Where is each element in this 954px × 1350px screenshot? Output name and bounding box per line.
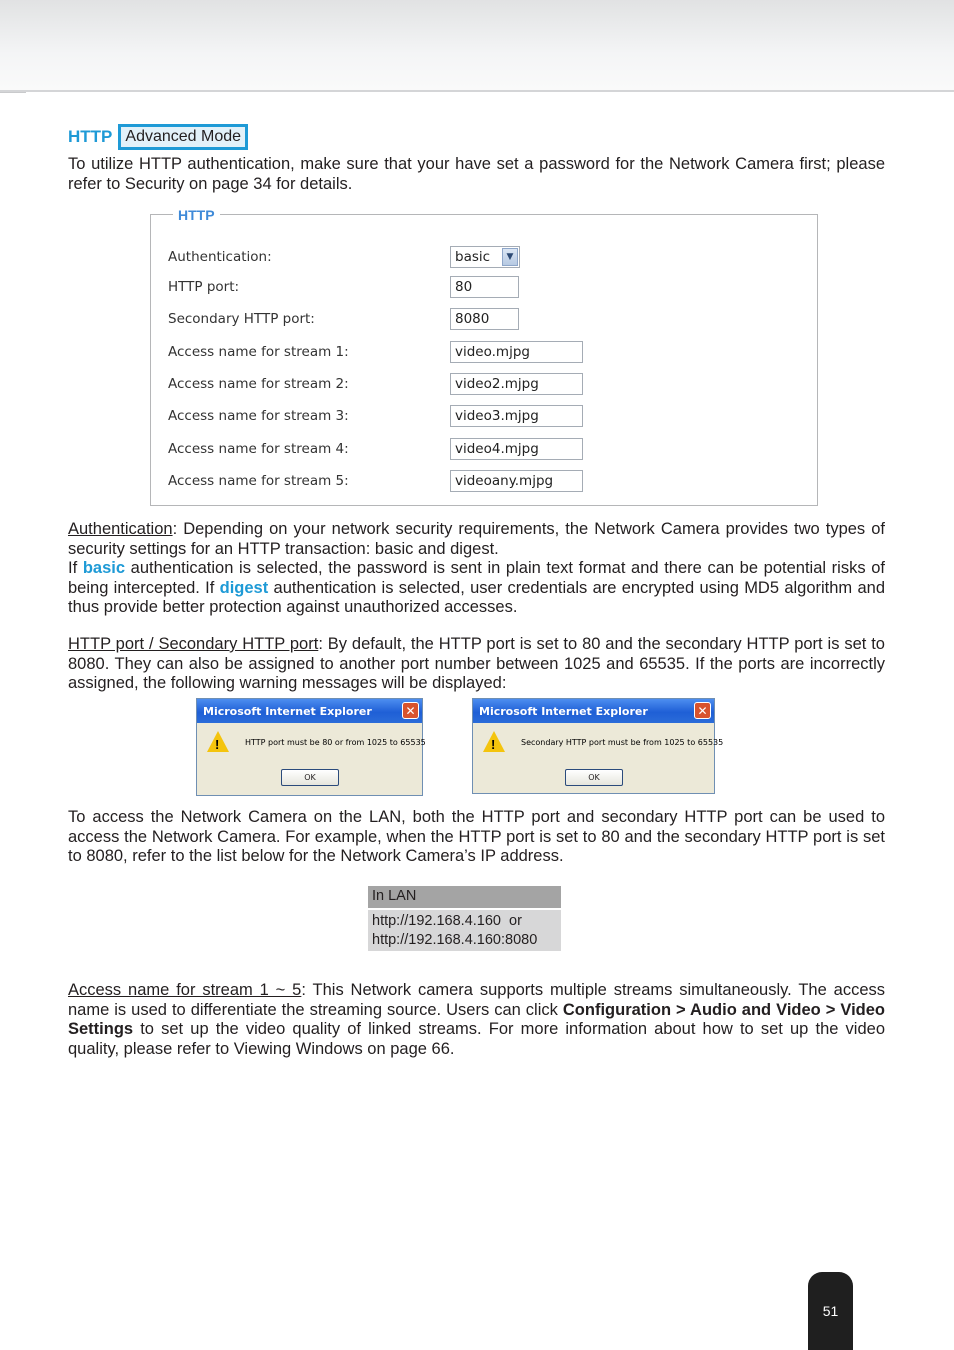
http-port-warning-dialog: Microsoft Internet Explorer ✕ ! HTTP port must be 80 or from 1025 to 65535 OK <box>196 698 423 796</box>
menu-path: Configuration > Audio and Video > Video Settings <box>68 1000 885 1038</box>
ports-paragraph: HTTP port / Secondary HTTP port: By default, the HTTP port is set to 80 and the secondary HTTP port is set to 8080. They can also be assigned to another port number between 1025 and 65535. If the ports are incorrectly assigned, the following warning messages will be displayed: <box>68 635 885 692</box>
streams-paragraph: Access name for stream 1 ~ 5: This Network camera supports multiple streams simultaneously. The access name is used to differentiate the streaming source. Users can click Configuration > Audio and Video > Video Settings to set up the video quality of linked streams. For more information about how to set up the video quality, please refer to Viewing Windows on page 66. <box>68 981 885 1058</box>
stream3-row <box>168 404 583 428</box>
lan-table-header: In LAN <box>368 886 561 908</box>
stream2-row <box>168 372 583 396</box>
ok-button[interactable]: OK <box>565 769 623 786</box>
authentication-value: basic <box>455 249 491 265</box>
ok-button[interactable]: OK <box>281 769 339 786</box>
advanced-mode-badge: Advanced Mode <box>118 124 248 150</box>
page-number: 51 <box>808 1272 853 1350</box>
streams-term: Access name for stream 1 ~ 5 <box>68 981 302 999</box>
stream3-access-name-input[interactable]: video3.mjpg <box>450 405 583 427</box>
secondary-http-port-row <box>168 307 519 331</box>
panel-title: HTTP <box>173 206 220 224</box>
section-heading <box>68 124 248 150</box>
authentication-row <box>168 245 520 269</box>
header-divider <box>0 92 26 93</box>
dialog-title-bar: Microsoft Internet Explorer ✕ <box>197 699 422 723</box>
http-port-row <box>168 275 519 299</box>
stream4-row <box>168 437 583 461</box>
stream4-access-name-input[interactable]: video4.mjpg <box>450 438 583 460</box>
intro-paragraph: To utilize HTTP authentication, make sure that your have set a password for the Network Camera first; please refer to Security on page 34 for details. <box>68 155 885 193</box>
stream4-label: Access name for stream 4: <box>168 441 349 457</box>
basic-keyword: basic <box>82 559 126 577</box>
stream1-access-name-input[interactable]: video.mjpg <box>450 341 583 363</box>
http-port-label: HTTP port: <box>168 279 240 295</box>
secondary-http-port-label: Secondary HTTP port: <box>168 311 315 327</box>
secondary-http-port-input[interactable]: 8080 <box>450 308 519 330</box>
close-icon[interactable]: ✕ <box>694 702 711 719</box>
lan-paragraph: To access the Network Camera on the LAN, both the HTTP port and secondary HTTP port can be used to access the Network Camera. For example, when the HTTP port is set to 80 and the secondary HTTP port is set to 8080, refer to the list below for the Network Camera’s IP address. <box>68 808 885 865</box>
stream1-label: Access name for stream 1: <box>168 344 349 360</box>
authentication-label: Authentication: <box>168 249 272 265</box>
section-title: HTTP <box>68 127 113 146</box>
close-icon[interactable]: ✕ <box>402 702 419 719</box>
authentication-paragraph: Authentication: Depending on your network security requirements, the Network Camera provides two types of security settings for an HTTP transaction: basic and digest. If basic authentication is selected, the password is sent in plain text format and there can be potential risks of being intercepted. If digest authentication is selected, user credentials are encrypted using MD5 algorithm and thus provide better protection against unauthorized accesses. <box>68 520 885 616</box>
http-port-input[interactable]: 80 <box>450 276 519 298</box>
digest-keyword: digest <box>219 578 269 597</box>
stream1-row <box>168 340 583 364</box>
chevron-down-icon[interactable]: ▼ <box>502 248 518 266</box>
http-settings-panel <box>150 207 818 506</box>
page-header-band <box>0 0 954 92</box>
stream2-access-name-input[interactable]: video2.mjpg <box>450 373 583 395</box>
authentication-term: Authentication <box>68 520 173 538</box>
dialog-title-bar: Microsoft Internet Explorer ✕ <box>473 699 714 723</box>
stream5-label: Access name for stream 5: <box>168 473 349 489</box>
ports-term: HTTP port / Secondary HTTP port <box>68 635 319 653</box>
dialog-message: Secondary HTTP port must be from 1025 to 65535 <box>521 738 724 747</box>
secondary-port-warning-dialog: Microsoft Internet Explorer ✕ ! Secondary HTTP port must be from 1025 to 65535 OK <box>472 698 715 794</box>
lan-table-cell: http://192.168.4.160 or http://192.168.4.160:8080 <box>368 910 561 951</box>
stream2-label: Access name for stream 2: <box>168 376 349 392</box>
stream5-access-name-input[interactable]: videoany.mjpg <box>450 470 583 492</box>
stream3-label: Access name for stream 3: <box>168 408 349 424</box>
stream5-row <box>168 469 583 493</box>
authentication-select[interactable] <box>450 246 520 268</box>
lan-address-table <box>368 886 561 951</box>
dialog-message: HTTP port must be 80 or from 1025 to 65535 <box>245 738 426 747</box>
